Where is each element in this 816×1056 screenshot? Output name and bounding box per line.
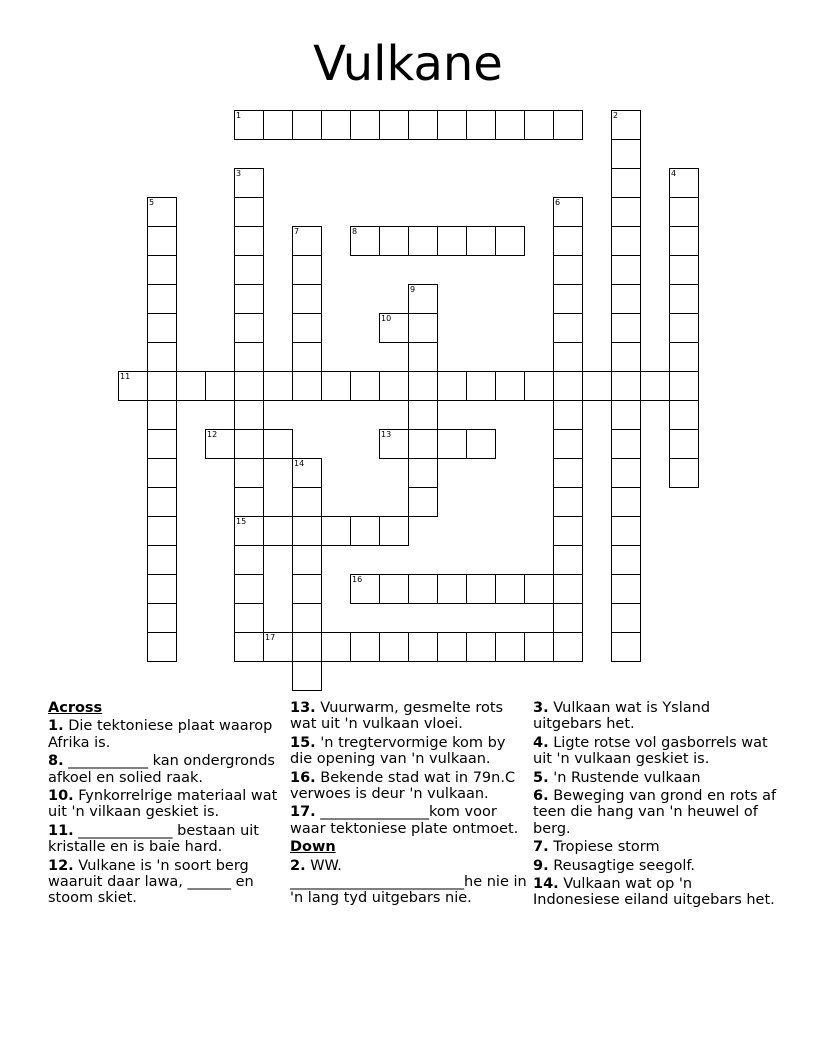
crossword-cell[interactable] <box>669 226 699 256</box>
clues-column-2 <box>290 700 530 909</box>
crossword-cell[interactable] <box>437 110 467 140</box>
crossword-cell[interactable] <box>466 574 496 604</box>
crossword-cell[interactable] <box>524 574 554 604</box>
crossword-cell[interactable] <box>466 429 496 459</box>
clue-text: _____________ bestaan uit kristalle en is baie hard. <box>48 822 259 856</box>
crossword-cell[interactable] <box>611 632 641 662</box>
cell-number: 3 <box>236 169 242 178</box>
across-clue <box>290 770 530 803</box>
crossword-cell[interactable] <box>611 458 641 488</box>
crossword-cell[interactable] <box>147 400 177 430</box>
crossword-cell[interactable] <box>553 313 583 343</box>
crossword-cell[interactable] <box>669 284 699 314</box>
cell-number: 10 <box>381 314 392 323</box>
crossword-cell[interactable] <box>263 110 293 140</box>
crossword-cell[interactable] <box>263 429 293 459</box>
crossword-cell[interactable] <box>669 342 699 372</box>
cell-number: 15 <box>236 517 247 526</box>
crossword-cell[interactable] <box>611 516 641 546</box>
crossword-cell[interactable] <box>234 197 264 227</box>
crossword-cell[interactable] <box>292 371 322 401</box>
crossword-cell[interactable] <box>553 110 583 140</box>
cell-number: 2 <box>613 111 619 120</box>
crossword-cell[interactable] <box>466 632 496 662</box>
crossword-cell[interactable] <box>611 168 641 198</box>
crossword-cell[interactable] <box>234 458 264 488</box>
crossword-cell[interactable] <box>669 255 699 285</box>
crossword-cell[interactable] <box>321 371 351 401</box>
clue-text: Vulkaan wat op 'n Indonesiese eiland uitgebars het. <box>533 876 775 909</box>
crossword-cell[interactable] <box>553 284 583 314</box>
across-clue <box>48 718 288 751</box>
crossword-cell[interactable] <box>408 574 438 604</box>
clue-number: 8. <box>48 753 64 770</box>
across-clue <box>290 804 530 837</box>
crossword-cell[interactable] <box>292 313 322 343</box>
crossword-cell[interactable] <box>292 603 322 633</box>
clue-text: Vuurwarm, gesmelte rots wat uit 'n vulkaan vloei. <box>290 700 504 733</box>
crossword-cell[interactable] <box>263 516 293 546</box>
crossword-cell[interactable] <box>292 516 322 546</box>
crossword-cell[interactable] <box>234 603 264 633</box>
crossword-cell[interactable] <box>611 313 641 343</box>
crossword-cell[interactable] <box>118 371 148 401</box>
crossword-cell[interactable] <box>147 342 177 372</box>
clue-number: 1. <box>48 718 64 735</box>
across-clue <box>290 735 530 768</box>
clue-text: Die tektoniese plaat waarop Afrika is. <box>48 718 273 751</box>
crossword-cell[interactable] <box>495 110 525 140</box>
crossword-cell[interactable] <box>147 284 177 314</box>
crossword-cell[interactable] <box>234 400 264 430</box>
clue-text: Fynkorrelrige materiaal wat uit 'n vilkaan geskiet is. <box>48 788 278 821</box>
crossword-cell[interactable] <box>234 371 264 401</box>
crossword-cell[interactable] <box>553 487 583 517</box>
crossword-cell[interactable] <box>147 255 177 285</box>
crossword-cell[interactable] <box>495 226 525 256</box>
crossword-cell[interactable] <box>234 255 264 285</box>
down-clue <box>533 876 778 909</box>
clue-text: Vulkane is 'n soort berg waaruit daar lawa, ______ en stoom skiet. <box>48 857 254 907</box>
crossword-cell[interactable] <box>611 429 641 459</box>
clue-number: 5. <box>533 769 549 786</box>
crossword-cell[interactable] <box>611 110 641 140</box>
crossword-cell[interactable] <box>147 371 177 401</box>
across-clue <box>48 823 288 856</box>
crossword-cell[interactable] <box>408 632 438 662</box>
cell-number: 1 <box>236 111 242 120</box>
crossword-cell[interactable] <box>553 429 583 459</box>
crossword-cell[interactable] <box>437 574 467 604</box>
crossword-cell[interactable] <box>669 400 699 430</box>
clues-column-3 <box>533 700 778 911</box>
crossword-cell[interactable] <box>292 487 322 517</box>
crossword-cell[interactable] <box>379 371 409 401</box>
clue-number: 9. <box>533 857 549 874</box>
crossword-cell[interactable] <box>321 110 351 140</box>
cell-number: 4 <box>671 169 677 178</box>
crossword-cell[interactable] <box>524 632 554 662</box>
crossword-cell[interactable] <box>292 574 322 604</box>
crossword-cell[interactable] <box>147 545 177 575</box>
down-clue <box>533 858 778 874</box>
crossword-cell[interactable] <box>292 545 322 575</box>
puzzle-title: Vulkane <box>313 36 503 92</box>
crossword-cell[interactable] <box>553 255 583 285</box>
crossword-cell[interactable] <box>408 458 438 488</box>
crossword-cell[interactable] <box>582 371 612 401</box>
clue-text: WW. ________________________he nie in 'n lang tyd uitgebars nie. <box>290 857 527 907</box>
crossword-cell[interactable] <box>408 313 438 343</box>
crossword-cell[interactable] <box>147 226 177 256</box>
crossword-cell[interactable] <box>611 371 641 401</box>
crossword-cell[interactable] <box>205 429 235 459</box>
down-clue <box>533 770 778 786</box>
crossword-cell[interactable] <box>176 371 206 401</box>
crossword-cell[interactable] <box>147 603 177 633</box>
crossword-cell[interactable] <box>234 429 264 459</box>
crossword-cell[interactable] <box>553 342 583 372</box>
crossword-cell[interactable] <box>466 371 496 401</box>
clue-number: 17. <box>290 804 316 821</box>
crossword-cell[interactable] <box>321 632 351 662</box>
clue-text: 'n tregtervormige kom by die opening van 'n vulkaan. <box>290 734 506 768</box>
crossword-cell[interactable] <box>292 226 322 256</box>
crossword-cell[interactable] <box>292 255 322 285</box>
crossword-cell[interactable] <box>669 371 699 401</box>
clue-text: Reusagtige seegolf. <box>548 857 696 874</box>
crossword-cell[interactable] <box>611 139 641 169</box>
crossword-cell[interactable] <box>408 226 438 256</box>
crossword-cell[interactable] <box>553 603 583 633</box>
crossword-cell[interactable] <box>408 110 438 140</box>
down-clue <box>533 700 778 733</box>
crossword-cell[interactable] <box>379 110 409 140</box>
cell-number: 5 <box>149 198 155 207</box>
crossword-cell[interactable] <box>234 574 264 604</box>
crossword-cell[interactable] <box>350 516 380 546</box>
crossword-cell[interactable] <box>553 226 583 256</box>
crossword-cell[interactable] <box>408 371 438 401</box>
crossword-cell[interactable] <box>611 487 641 517</box>
crossword-cell[interactable] <box>669 168 699 198</box>
clue-number: 12. <box>48 857 74 874</box>
crossword-cell[interactable] <box>263 371 293 401</box>
cell-number: 17 <box>265 633 276 642</box>
crossword-cell[interactable] <box>437 371 467 401</box>
crossword-cell[interactable] <box>205 371 235 401</box>
clue-text: Bekende stad wat in 79n.C verwoes is deur 'n vulkaan. <box>290 769 516 803</box>
across-clue <box>290 700 530 733</box>
crossword-cell[interactable] <box>408 400 438 430</box>
across-clue <box>48 788 288 821</box>
crossword-cell[interactable] <box>524 371 554 401</box>
clue-number: 6. <box>533 788 549 805</box>
clue-number: 13. <box>290 700 316 716</box>
crossword-cell[interactable] <box>669 458 699 488</box>
crossword-cell[interactable] <box>437 429 467 459</box>
crossword-cell[interactable] <box>611 255 641 285</box>
crossword-cell[interactable] <box>350 574 380 604</box>
crossword-cell[interactable] <box>495 632 525 662</box>
crossword-cell[interactable] <box>147 197 177 227</box>
crossword-cell[interactable] <box>495 574 525 604</box>
crossword-cell[interactable] <box>553 632 583 662</box>
crossword-cell[interactable] <box>379 313 409 343</box>
clues-column-1 <box>48 700 288 909</box>
crossword-cell[interactable] <box>611 284 641 314</box>
crossword-cell[interactable] <box>611 342 641 372</box>
crossword-cell[interactable] <box>640 371 670 401</box>
crossword-cell[interactable] <box>437 226 467 256</box>
crossword-cell[interactable] <box>292 458 322 488</box>
down-clue <box>533 839 778 855</box>
across-clue <box>48 753 288 786</box>
crossword-cell[interactable] <box>234 545 264 575</box>
crossword-cell[interactable] <box>234 284 264 314</box>
crossword-cell[interactable] <box>350 110 380 140</box>
crossword-cell[interactable] <box>263 632 293 662</box>
clue-number: 10. <box>48 788 74 805</box>
clue-text: Beweging van grond en rots af teen die hang van 'n heuwel of berg. <box>533 788 777 837</box>
crossword-cell[interactable] <box>553 545 583 575</box>
crossword-cell[interactable] <box>611 574 641 604</box>
cell-number: 7 <box>294 227 300 236</box>
down-heading: Down <box>290 839 336 856</box>
crossword-cell[interactable] <box>611 545 641 575</box>
crossword-cell[interactable] <box>408 429 438 459</box>
crossword-cell[interactable] <box>147 632 177 662</box>
crossword-cell[interactable] <box>147 574 177 604</box>
cell-number: 11 <box>120 372 131 381</box>
crossword-cell[interactable] <box>147 516 177 546</box>
crossword-cell[interactable] <box>147 429 177 459</box>
clue-text: Vulkaan wat is Ysland uitgebars het. <box>533 700 711 733</box>
clue-number: 2. <box>290 857 306 874</box>
cell-number: 6 <box>555 198 561 207</box>
crossword-cell[interactable] <box>611 400 641 430</box>
cell-number: 13 <box>381 430 392 439</box>
clue-number: 3. <box>533 700 549 716</box>
crossword-cell[interactable] <box>234 168 264 198</box>
crossword-cell[interactable] <box>553 574 583 604</box>
clue-number: 4. <box>533 734 549 751</box>
crossword-cell[interactable] <box>292 661 322 691</box>
crossword-cell[interactable] <box>408 487 438 517</box>
down-clue <box>533 735 778 768</box>
crossword-cell[interactable] <box>234 342 264 372</box>
crossword-cell[interactable] <box>611 197 641 227</box>
crossword-cell[interactable] <box>611 226 641 256</box>
crossword-cell[interactable] <box>553 458 583 488</box>
crossword-cell[interactable] <box>379 516 409 546</box>
crossword-cell[interactable] <box>437 632 467 662</box>
cell-number: 12 <box>207 430 218 439</box>
crossword-cell[interactable] <box>350 632 380 662</box>
clue-text: 'n Rustende vulkaan <box>548 769 701 786</box>
down-clue <box>533 788 778 837</box>
crossword-cell[interactable] <box>234 516 264 546</box>
crossword-cell[interactable] <box>553 197 583 227</box>
crossword-cell[interactable] <box>553 400 583 430</box>
crossword-cell[interactable] <box>466 110 496 140</box>
clue-number: 16. <box>290 769 316 786</box>
crossword-cell[interactable] <box>147 458 177 488</box>
clue-text: ___________ kan ondergronds afkoel en solied raak. <box>48 753 275 786</box>
crossword-cell[interactable] <box>234 110 264 140</box>
clue-text: _______________kom voor waar tektoniese plate ontmoet. <box>290 804 519 837</box>
clue-number: 14. <box>533 876 559 893</box>
crossword-cell[interactable] <box>292 342 322 372</box>
crossword-cell[interactable] <box>350 371 380 401</box>
cell-number: 16 <box>352 575 363 584</box>
cell-number: 9 <box>410 285 416 294</box>
crossword-cell[interactable] <box>379 226 409 256</box>
down-clue <box>290 858 530 907</box>
crossword-cell[interactable] <box>524 110 554 140</box>
crossword-cell[interactable] <box>553 516 583 546</box>
crossword-cell[interactable] <box>669 313 699 343</box>
crossword-cell[interactable] <box>147 487 177 517</box>
crossword-cell[interactable] <box>408 342 438 372</box>
crossword-cell[interactable] <box>292 110 322 140</box>
crossword-cell[interactable] <box>379 632 409 662</box>
cell-number: 8 <box>352 227 358 236</box>
crossword-cell[interactable] <box>495 371 525 401</box>
cell-number: 14 <box>294 459 305 468</box>
clue-number: 7. <box>533 839 549 856</box>
crossword-cell[interactable] <box>321 516 351 546</box>
clue-text: Ligte rotse vol gasborrels wat uit 'n vulkaan geskiet is. <box>533 734 768 768</box>
crossword-cell[interactable] <box>234 632 264 662</box>
across-heading: Across <box>48 700 103 716</box>
crossword-cell[interactable] <box>292 284 322 314</box>
crossword-cell[interactable] <box>669 429 699 459</box>
clue-number: 11. <box>48 822 74 839</box>
across-clue <box>48 858 288 907</box>
crossword-cell[interactable] <box>147 313 177 343</box>
crossword-cell[interactable] <box>234 313 264 343</box>
crossword-cell[interactable] <box>234 487 264 517</box>
crossword-cell[interactable] <box>379 429 409 459</box>
crossword-cell[interactable] <box>292 632 322 662</box>
crossword-cell[interactable] <box>408 284 438 314</box>
crossword-cell[interactable] <box>553 371 583 401</box>
crossword-cell[interactable] <box>379 574 409 604</box>
crossword-cell[interactable] <box>350 226 380 256</box>
clue-number: 15. <box>290 734 316 751</box>
crossword-cell[interactable] <box>611 603 641 633</box>
clue-text: Tropiese storm <box>548 839 660 856</box>
crossword-cell[interactable] <box>234 226 264 256</box>
crossword-cell[interactable] <box>466 226 496 256</box>
crossword-cell[interactable] <box>669 197 699 227</box>
